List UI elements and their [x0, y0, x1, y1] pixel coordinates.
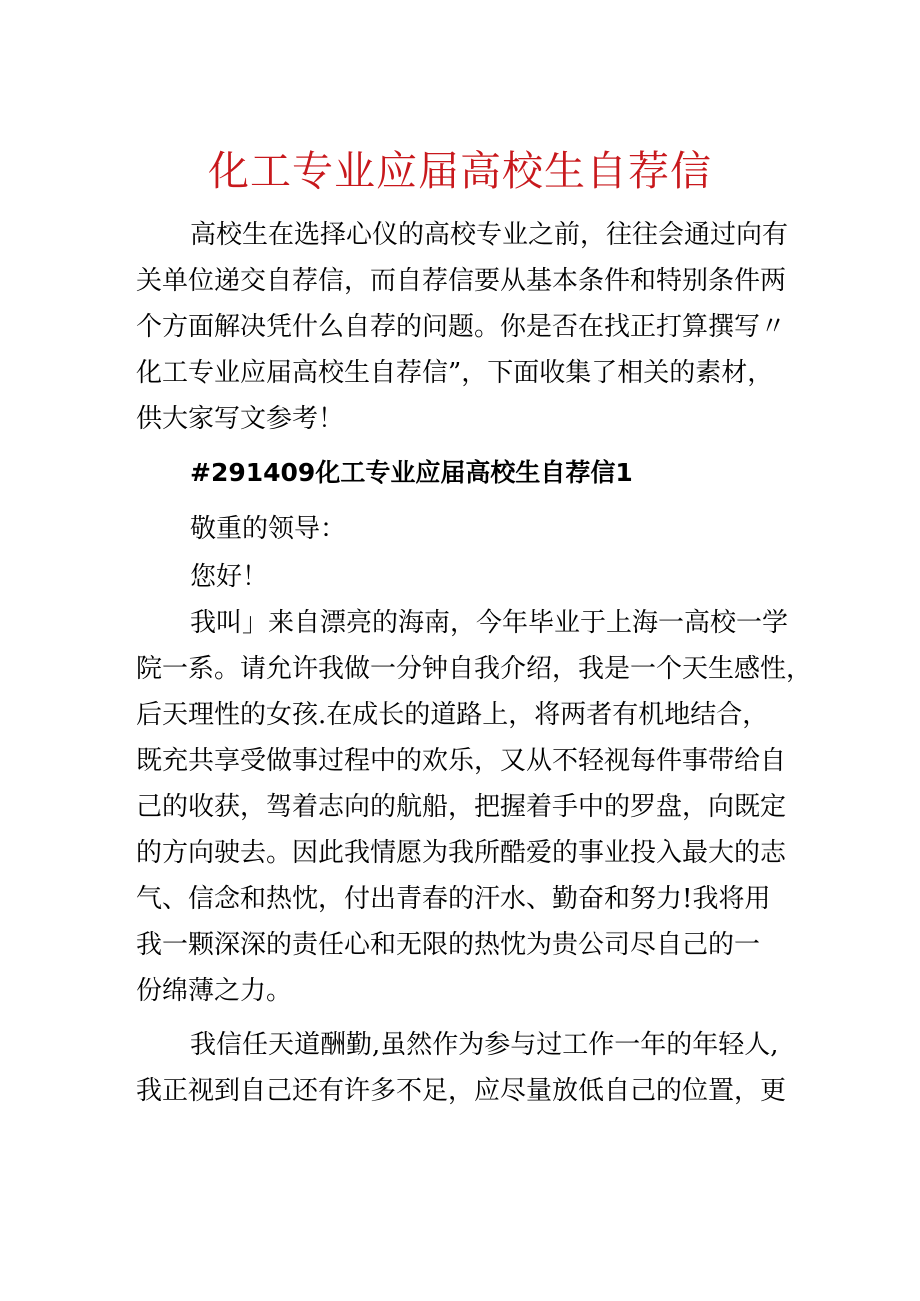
- intro-line: 供大家写文参考！: [136, 404, 345, 434]
- body-line: 的方向驶去。因此我情愿为我所酷爱的事业投入最大的志: [136, 838, 787, 868]
- body-line: 后天理性的女孩.在成长的道路上，将两者有机地结合，: [136, 700, 769, 730]
- document-title: 化工专业应届高校生自荐信: [208, 147, 712, 195]
- body-line: 既充共享受做事过程中的欢乐，又从不轻视每件事带给自: [136, 746, 787, 776]
- intro-line: 关单位递交自荐信，而自荐信要从基本条件和特别条件两: [136, 266, 787, 296]
- intro-line: 个方面解决凭什么自荐的问题。你是否在找正打算撰写〃: [136, 312, 787, 342]
- intro-line: 高校生在选择心仪的高校专业之前，往往会通过向有: [190, 220, 789, 250]
- intro-paragraph: [136, 212, 796, 442]
- body-line: 院一系。请允许我做一分钟自我介绍，我是一个天生感性，: [136, 654, 813, 684]
- body-paragraph-1: [136, 600, 813, 1014]
- body-line: 我叫」来自漂亮的海南，今年毕业于上海一高校一学: [190, 608, 789, 638]
- document-body: [136, 212, 813, 1114]
- body-line: 我正视到自己还有许多不足，应尽量放低自己的位置，更: [136, 1076, 787, 1106]
- greeting: 您好！: [190, 562, 269, 592]
- body-line: 气、信念和热忱，付出青春的汗水、勤奋和努力!我将用: [136, 884, 771, 914]
- body-line: 我一颗深深的责任心和无限的热忱为贵公司尽自己的一: [136, 930, 761, 960]
- body-line: 己的收获，驾着志向的航船，把握着手中的罗盘，向既定: [136, 792, 787, 822]
- section-heading: #291409化工专业应届高校生自荐信1: [190, 458, 633, 487]
- salutation: 敬重的领导：: [190, 514, 347, 544]
- body-paragraph-2: [136, 1022, 796, 1114]
- body-line: 份绵薄之力。: [136, 976, 293, 1006]
- body-line: 我信任天道酬勤,虽然作为参与过工作一年的年轻人,: [190, 1030, 779, 1060]
- intro-line: 化工专业应届高校生自荐信”，下面收集了相关的素材，: [136, 358, 774, 388]
